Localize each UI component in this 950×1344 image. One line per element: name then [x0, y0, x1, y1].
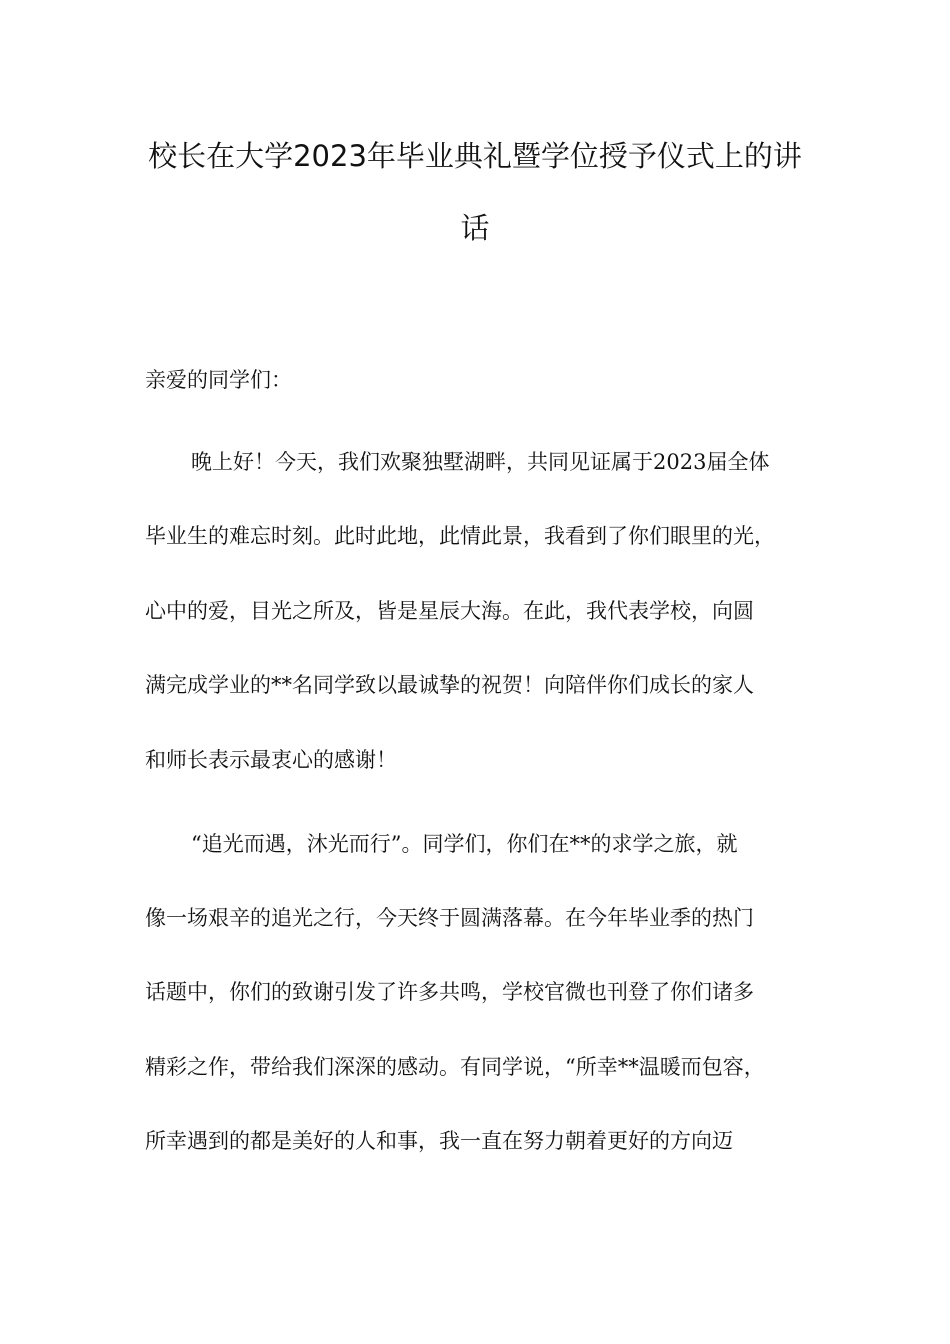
- paragraph-1-line-5: 和师长表示最衷心的感谢！: [145, 748, 397, 772]
- paragraph-2-line-3: 话题中，你们的致谢引发了许多共鸣，学校官微也刊登了你们诸多: [145, 980, 754, 1004]
- document-title-line-1: 校长在大学2023年毕业典礼暨学位授予仪式上的讲: [148, 139, 802, 173]
- paragraph-2-line-4: 精彩之作，带给我们深深的感动。有同学说，“所幸**温暖而包容，: [145, 1055, 765, 1079]
- paragraph-2-line-5: 所幸遇到的都是美好的人和事，我一直在努力朝着更好的方向迈: [145, 1129, 733, 1153]
- paragraph-2-line-2: 像一场艰辛的追光之行，今天终于圆满落幕。在今年毕业季的热门: [145, 906, 754, 930]
- paragraph-1-line-1: 晚上好！今天，我们欢聚独墅湖畔，共同见证属于2023届全体: [191, 450, 770, 474]
- paragraph-1-line-4: 满完成学业的**名同学致以最诚挚的祝贺！向陪伴你们成长的家人: [145, 673, 754, 697]
- paragraph-2-line-1: “追光而遇，沐光而行”。同学们，你们在**的求学之旅，就: [191, 832, 738, 856]
- paragraph-1-line-3: 心中的爱，目光之所及，皆是星辰大海。在此，我代表学校，向圆: [145, 599, 754, 623]
- document-title-line-2: 话: [460, 211, 490, 245]
- salutation: 亲爱的同学们：: [145, 368, 292, 392]
- paragraph-1-line-2: 毕业生的难忘时刻。此时此地，此情此景，我看到了你们眼里的光，: [145, 524, 775, 548]
